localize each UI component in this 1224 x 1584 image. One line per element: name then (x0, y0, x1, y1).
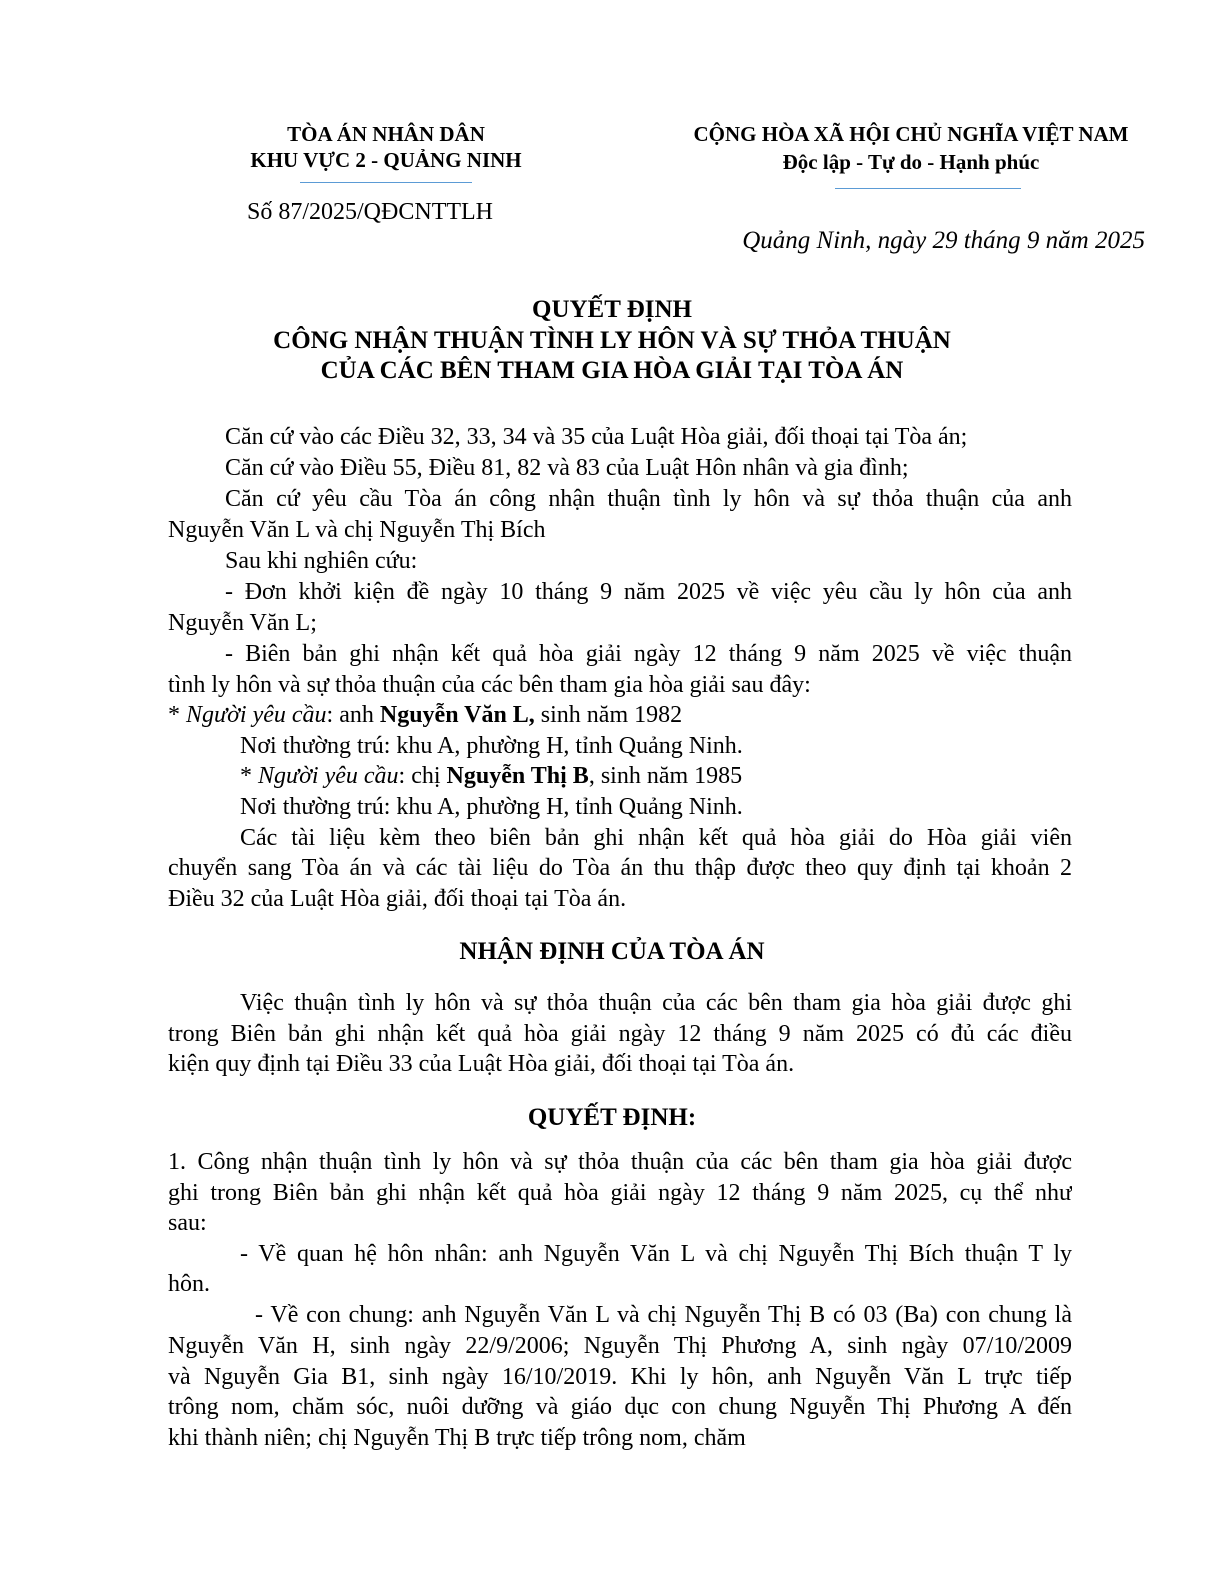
party-1-name: Nguyễn Văn L, (379, 702, 535, 728)
party-1-prefix: * (168, 702, 186, 728)
decision-line: - Về quan hệ hôn nhân: anh Nguyễn Văn L và chị Nguyễn Thị Bích thuận T ly (240, 1241, 1072, 1267)
assessment-heading: NHẬN ĐỊNH CỦA TÒA ÁN (459, 938, 765, 965)
decision-line: và Nguyễn Gia B1, sinh ngày 16/10/2019. Khi ly hôn, anh Nguyễn Văn L trực tiếp (168, 1364, 1072, 1390)
assessment-line: trong Biên bản ghi nhận kết quả hòa giải ngày 12 tháng 9 năm 2025 có đủ các điều (168, 1021, 1072, 1047)
party-1 (168, 700, 682, 730)
decision-subtitle-1: CÔNG NHẬN THUẬN TÌNH LY HÔN VÀ SỰ THỎA THUẬN (273, 327, 951, 354)
attachments-line: chuyển sang Tòa án và các tài liệu do Tòa án thu thập được theo quy định tại khoản 2 (168, 855, 1072, 881)
party-1-title: : anh (326, 702, 380, 728)
party-2-prefix: * (240, 763, 258, 789)
decision-line: Nguyễn Văn H, sinh ngày 22/9/2006; Nguyễn Thị Phương A, sinh ngày 07/10/2009 (168, 1333, 1072, 1359)
decision-line: - Về con chung: anh Nguyễn Văn L và chị Nguyễn Thị B có 03 (Ba) con chung là (255, 1302, 1072, 1328)
party-2-title: : chị (398, 763, 447, 789)
court-region: KHU VỰC 2 - QUẢNG NINH (250, 148, 522, 172)
attachments-line: Các tài liệu kèm theo biên bản ghi nhận kết quả hòa giải do Hòa giải viên (240, 825, 1072, 851)
decision-line: trông nom, chăm sóc, nuôi dưỡng và giáo dục con chung Nguyễn Thị Phương A đến (168, 1394, 1072, 1420)
party-2-role: Người yêu cầu (258, 763, 399, 789)
basis-line: Nguyễn Văn L; (168, 610, 317, 636)
decision-subtitle-2: CỦA CÁC BÊN THAM GIA HÒA GIẢI TẠI TÒA ÁN (320, 357, 904, 384)
basis-line: - Biên bản ghi nhận kết quả hòa giải ngày 12 tháng 9 năm 2025 về việc thuận (225, 641, 1072, 667)
header-left-divider (300, 182, 472, 183)
party-2-birth: , sinh năm 1985 (588, 763, 743, 789)
decision-title: QUYẾT ĐỊNH (532, 296, 692, 323)
attachments-line: Điều 32 của Luật Hòa giải, đối thoại tại Tòa án. (168, 886, 627, 912)
nation-motto: Độc lập - Tự do - Hạnh phúc (782, 150, 1040, 174)
header-right-divider (835, 188, 1021, 189)
basis-line: Căn cứ yêu cầu Tòa án công nhận thuận tình ly hôn và sự thỏa thuận của anh (225, 486, 1072, 512)
decision-line: ghi trong Biên bản ghi nhận kết quả hòa giải ngày 12 tháng 9 năm 2025, cụ thể như (168, 1180, 1072, 1206)
party-1-role: Người yêu cầu (186, 702, 327, 728)
decision-line: sau: (168, 1210, 207, 1236)
decision-line: 1. Công nhận thuận tình ly hôn và sự thỏa thuận của các bên tham gia hòa giải được (168, 1149, 1072, 1175)
basis-line: Căn cứ vào các Điều 32, 33, 34 và 35 của Luật Hòa giải, đối thoại tại Tòa án; (225, 424, 968, 450)
party-1-address: Nơi thường trú: khu A, phường H, tỉnh Quảng Ninh. (240, 733, 743, 759)
party-2 (240, 761, 742, 791)
basis-line: - Đơn khởi kiện đề ngày 10 tháng 9 năm 2025 về việc yêu cầu ly hôn của anh (225, 579, 1072, 605)
court-name: TÒA ÁN NHÂN DÂN (287, 122, 485, 146)
nation-name: CỘNG HÒA XÃ HỘI CHỦ NGHĨA VIỆT NAM (693, 122, 1129, 146)
basis-line: Căn cứ vào Điều 55, Điều 81, 82 và 83 của Luật Hôn nhân và gia đình; (225, 455, 909, 481)
assessment-line: Việc thuận tình ly hôn và sự thỏa thuận của các bên tham gia hòa giải được ghi (240, 990, 1072, 1016)
basis-line: Nguyễn Văn L và chị Nguyễn Thị Bích (168, 517, 546, 543)
party-2-address: Nơi thường trú: khu A, phường H, tỉnh Quảng Ninh. (240, 794, 743, 820)
party-2-name: Nguyễn Thị B (446, 763, 589, 789)
decision-line: hôn. (168, 1271, 210, 1297)
basis-line: Sau khi nghiên cứu: (225, 548, 418, 574)
document-number: Số 87/2025/QĐCNTTLH (247, 199, 493, 225)
assessment-line: kiện quy định tại Điều 33 của Luật Hòa giải, đối thoại tại Tòa án. (168, 1051, 795, 1077)
party-1-birth: sinh năm 1982 (534, 702, 683, 728)
place-date: Quảng Ninh, ngày 29 tháng 9 năm 2025 (742, 227, 1145, 254)
basis-line: tình ly hôn và sự thỏa thuận của các bên tham gia hòa giải sau đây: (168, 672, 811, 698)
decision-heading: QUYẾT ĐỊNH: (527, 1104, 697, 1131)
decision-line: khi thành niên; chị Nguyễn Thị B trực tiếp trông nom, chăm (168, 1425, 746, 1451)
